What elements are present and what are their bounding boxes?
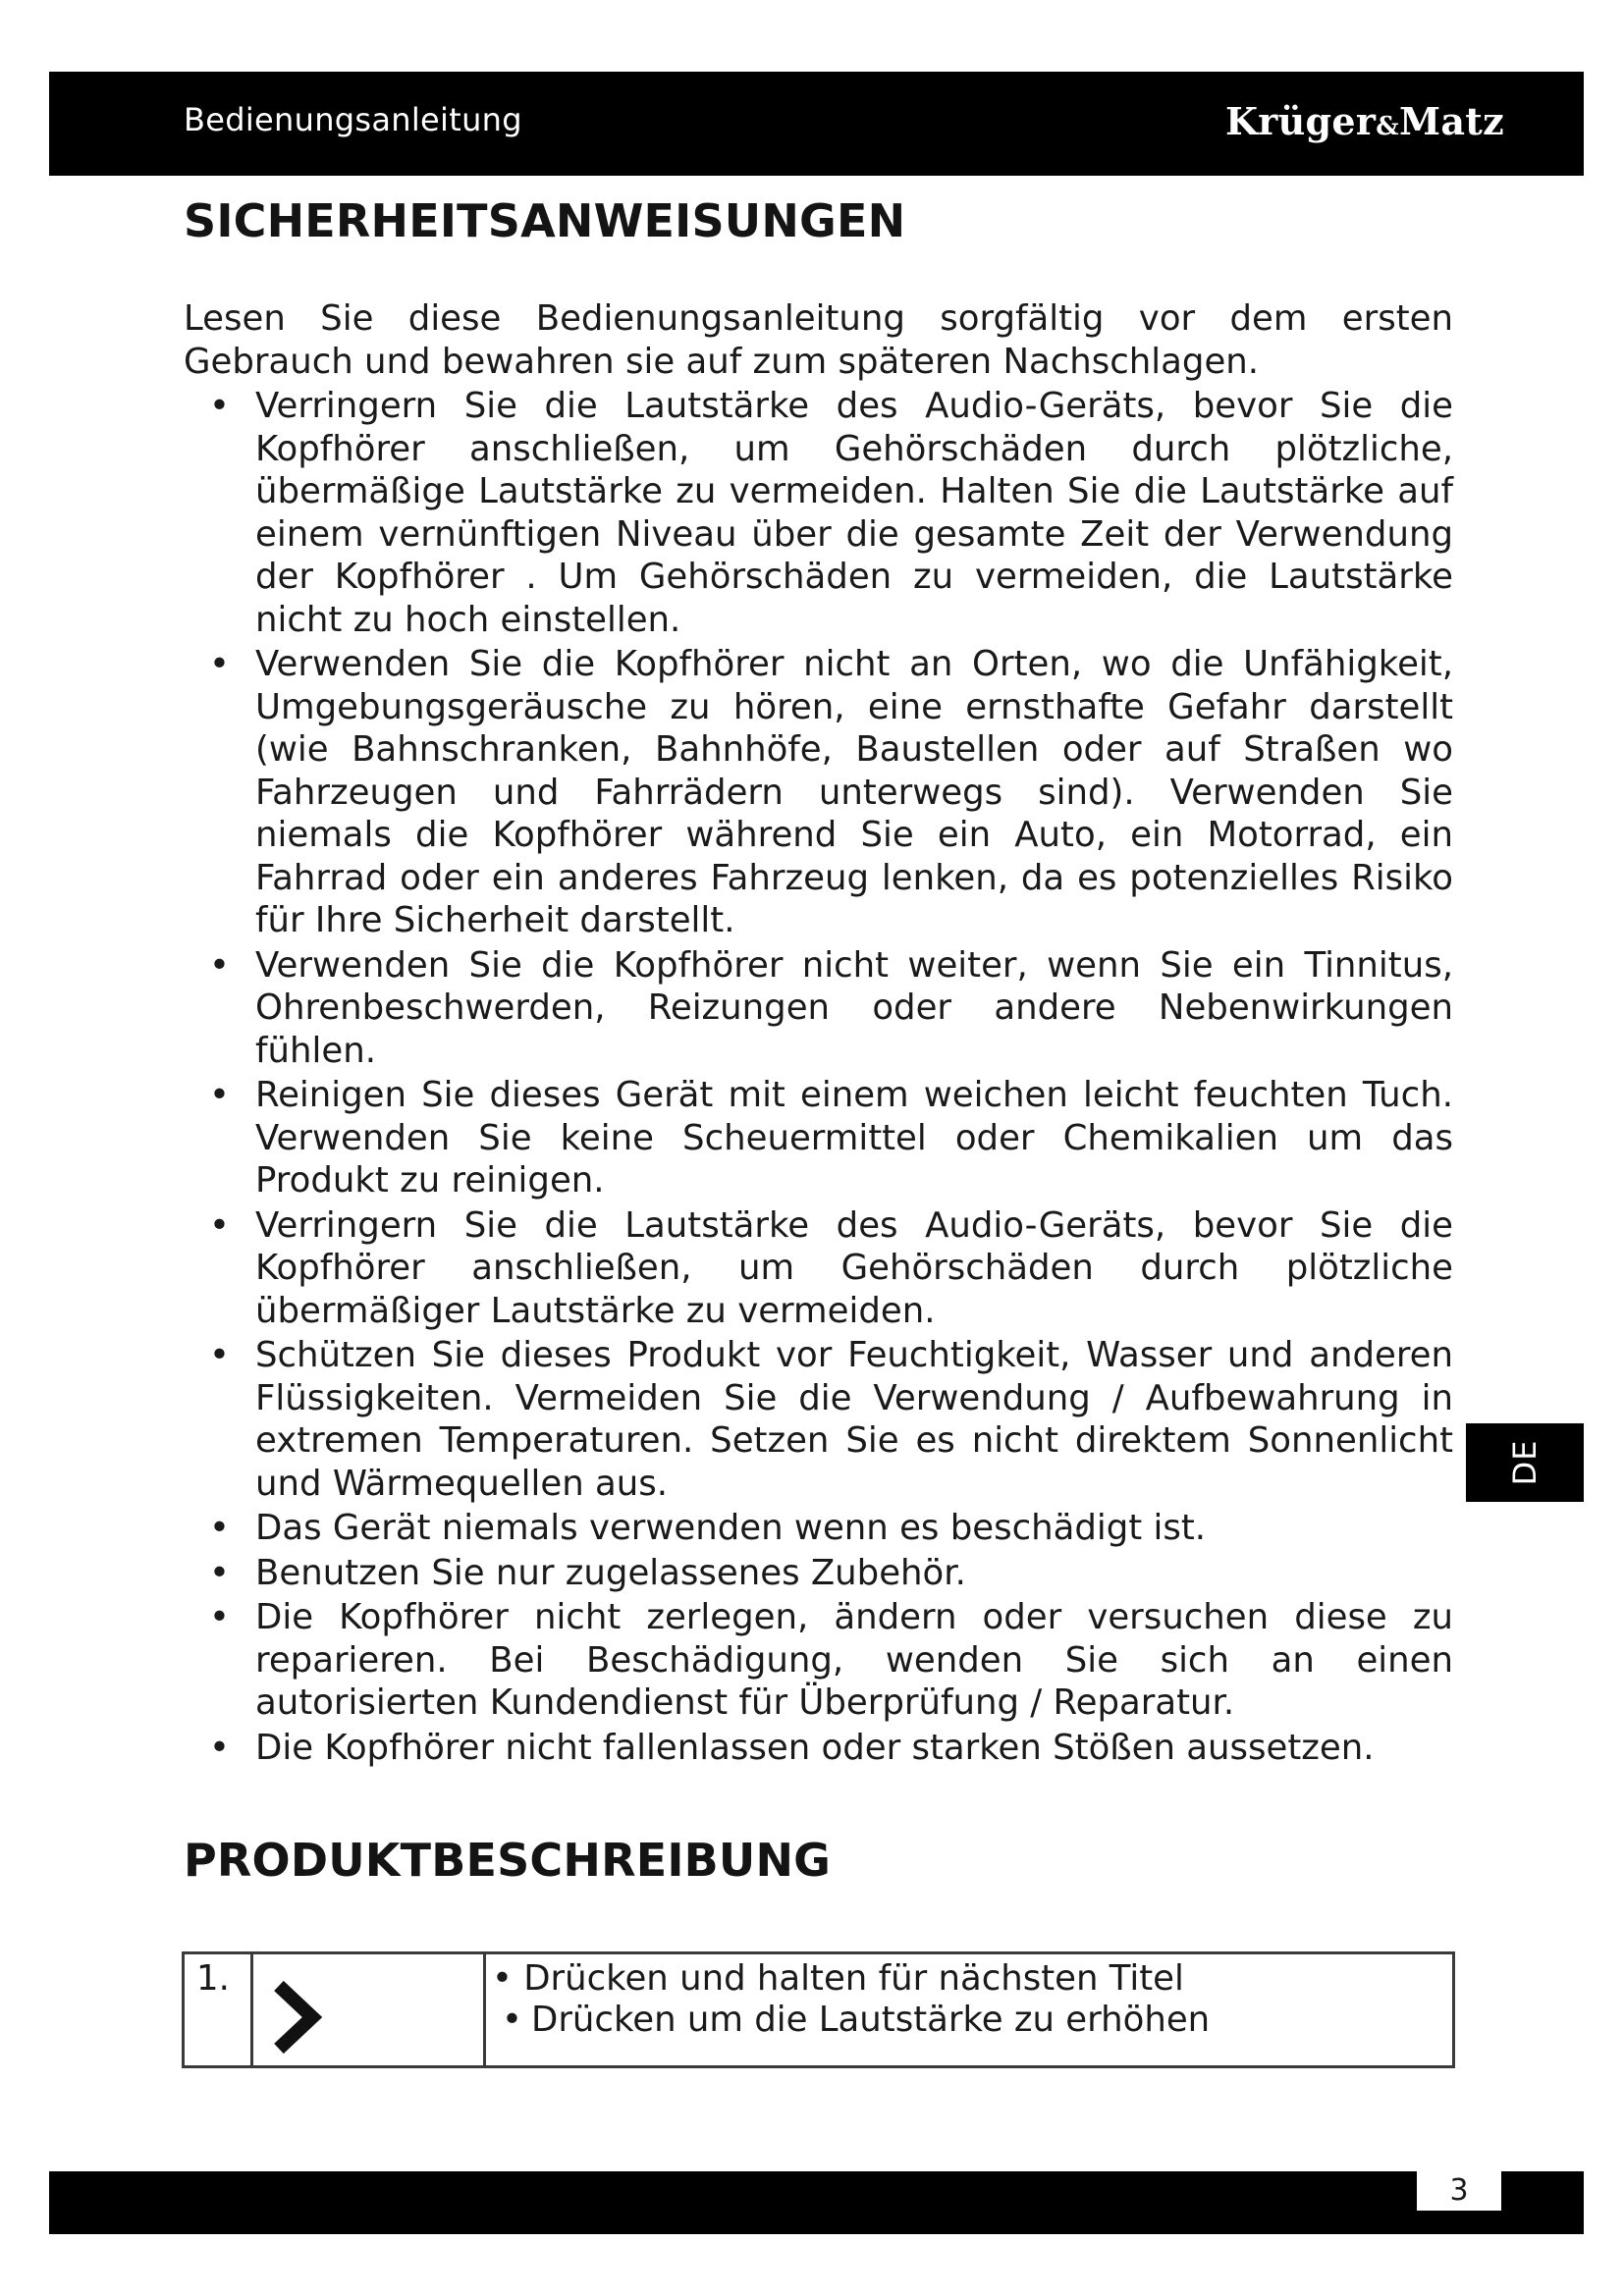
brand-logo: Krüger&Matz xyxy=(1224,99,1504,143)
document-title: Bedienungsanleitung xyxy=(184,101,522,138)
safety-section xyxy=(184,297,1453,1769)
language-tab xyxy=(1466,1423,1584,1502)
safety-item: • Schützen Sie dieses Produkt vor Feuchtigkeit, Wasser und anderen Flüssigkeiten. Vermeiden Sie die Verwendung / Aufbewahrung in extremen Temperaturen. Setzen Sie es nicht direktem Sonnenlicht und Wärmequellen aus. xyxy=(184,1334,1453,1505)
description-list xyxy=(492,2000,1452,2041)
description-item: • Drücken um die Lautstärke zu erhöhen xyxy=(492,2000,1452,2041)
language-label: DE xyxy=(1506,1439,1543,1486)
header-bar xyxy=(49,72,1584,176)
safety-item: • Verwenden Sie die Kopfhörer nicht weiter, wenn Sie ein Tinnitus, Ohrenbeschwerden, Reizungen oder andere Nebenwirkungen fühlen. xyxy=(184,944,1453,1073)
safety-intro: Lesen Sie diese Bedienungsanleitung sorgfältig vor dem ersten Gebrauch und bewahren sie auf zum späteren Nachschlagen. xyxy=(184,298,1453,382)
safety-item: • Die Kopfhörer nicht zerlegen, ändern oder versuchen diese zu reparieren. Bei Beschädigung, wenden Sie sich an einen autorisierten Kundendienst für Überprüfung / Reparatur. xyxy=(184,1596,1453,1725)
safety-item: • Verringern Sie die Lautstärke des Audio-Geräts, bevor Sie die Kopfhörer anschließen, um Gehörschäden durch plötzliche übermäßiger Lautstärke zu vermeiden. xyxy=(184,1204,1453,1333)
safety-item: • Das Gerät niemals verwenden wenn es beschädigt ist. xyxy=(184,1507,1453,1550)
safety-item: • Benutzen Sie nur zugelassenes Zubehör. xyxy=(184,1552,1453,1595)
chevron-right-icon xyxy=(267,1978,326,2056)
page-number: 3 xyxy=(1417,2171,1501,2211)
safety-item: • Die Kopfhörer nicht fallenlassen oder starken Stößen aussetzen. xyxy=(184,1727,1453,1770)
safety-item: • Verringern Sie die Lautstärke des Audio-Geräts, bevor Sie die Kopfhörer anschließen, um Gehörschäden durch plötzliche, übermäßige Lautstärke zu vermeiden. Halten Sie die Lautstärke auf einem vernünftigen Niveau über die gesamte Zeit der Verwendung der Kopfhörer . Um Gehörschäden zu vermeiden, die Lautstärke nicht zu hoch einstellen. xyxy=(184,385,1453,641)
row-number-cell xyxy=(185,1954,253,2065)
product-heading: PRODUKTBESCHREIBUNG xyxy=(184,1834,832,1887)
safety-list xyxy=(184,385,1453,1769)
product-table xyxy=(182,1951,1455,2068)
safety-item: • Reinigen Sie dieses Gerät mit einem weichen leicht feuchten Tuch. Verwenden Sie keine Scheuermittel oder Chemikalien um das Produkt zu reinigen. xyxy=(184,1074,1453,1202)
safety-item: • Verwenden Sie die Kopfhörer nicht an Orten, wo die Unfähigkeit, Umgebungsgeräusche zu hören, eine ernsthafte Gefahr darstellt (wie Bahnschranken, Bahnhöfe, Baustellen oder auf Straßen wo Fahrzeugen und Fahrrädern unterwegs sind). Verwenden Sie niemals die Kopfhörer während Sie ein Auto, ein Motorrad, ein Fahrrad oder ein anderes Fahrzeug lenken, da es potenzielles Risiko für Ihre Sicherheit darstellt. xyxy=(184,643,1453,942)
footer-bar xyxy=(49,2171,1584,2234)
description-line: • Drücken und halten für nächsten Titel xyxy=(492,1958,1184,1999)
row-number: 1. xyxy=(196,1958,230,1999)
safety-heading: SICHERHEITSANWEISUNGEN xyxy=(184,194,906,247)
row-description-cell xyxy=(486,1954,1452,2065)
row-icon-cell xyxy=(253,1954,486,2065)
